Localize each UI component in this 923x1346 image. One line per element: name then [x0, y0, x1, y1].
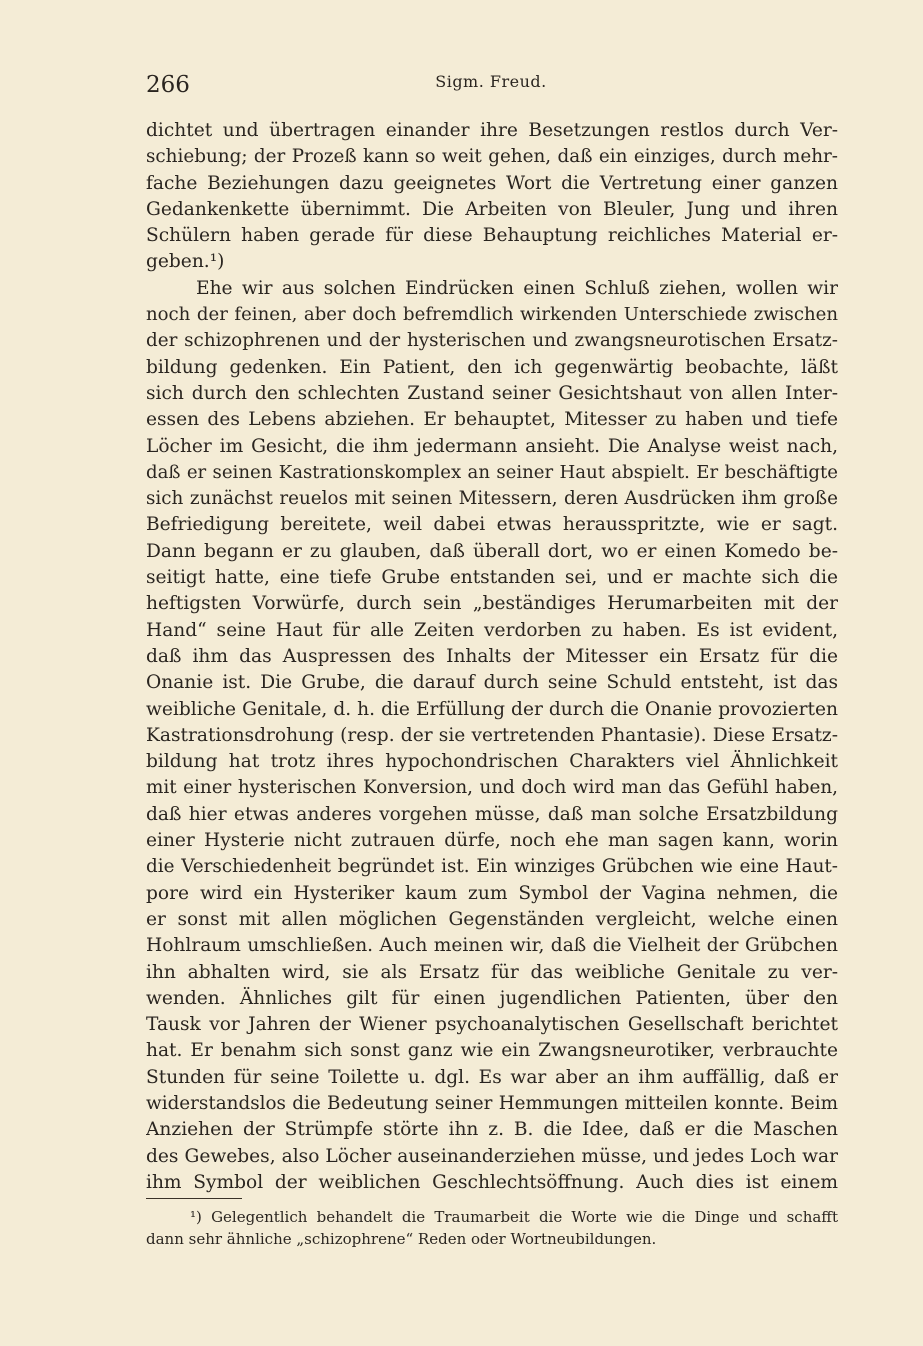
text-line: mit einer hysterischen Konversion, und doch wird man das Gefühl haben, [146, 777, 838, 799]
text-line: essen des Lebens abziehen. Er behauptet, Mitesser zu haben und tiefe [146, 409, 838, 431]
footnote-line: dann sehr ähnliche „schizophrene“ Reden oder Wortneubildungen. [146, 1230, 657, 1248]
text-line: der schizophrenen und der hysterischen und zwangsneurotischen Ersatz- [146, 330, 838, 352]
text-line: seitigt hatte, eine tiefe Grube entstanden sei, und er machte sich die [146, 567, 838, 589]
text-line: sich durch den schlechten Zustand seiner Gesichtshaut von allen Inter- [146, 382, 838, 404]
text-line: fache Beziehungen dazu geeignetes Wort die Vertretung einer ganzen [146, 172, 838, 194]
text-line: sich zunächst reuelos mit seinen Mitessern, deren Ausdrücken ihm große [146, 488, 838, 510]
text-line: noch der feinen, aber doch befremdlich wirkenden Unterschiede zwischen [146, 304, 838, 326]
text-line: pore wird ein Hysteriker kaum zum Symbol der Vagina nehmen, die [146, 882, 838, 904]
footnotes [146, 1206, 838, 1250]
text-line: Anziehen der Strümpfe störte ihn z. B. die Idee, daß er die Maschen [146, 1119, 838, 1141]
text-line: Onanie ist. Die Grube, die darauf durch seine Schuld entsteht, ist das [146, 672, 838, 694]
text-line: Hand“ seine Haut für alle Zeiten verdorben zu haben. Es ist evident, [146, 619, 838, 641]
footnote-divider [146, 1198, 242, 1199]
running-head: Sigm. Freud. [435, 72, 547, 91]
text-line: geben.¹) [146, 251, 225, 273]
text-line: widerstandslos die Bedeutung seiner Hemmungen mitteilen konnte. Beim [146, 1092, 838, 1114]
text-line: des Gewebes, also Löcher auseinanderziehen müsse, und jedes Loch war [146, 1145, 838, 1167]
text-line: daß er seinen Kastrationskomplex an seiner Haut abspielt. Er beschäftigte [146, 461, 838, 483]
text-line: die Verschiedenheit begründet ist. Ein winziges Grübchen wie eine Haut- [146, 856, 838, 878]
text-line: wenden. Ähnliches gilt für einen jugendlichen Patienten, über den [146, 987, 838, 1009]
text-line: dichtet und übertragen einander ihre Besetzungen restlos durch Ver- [146, 120, 838, 141]
text-line: einer Hysterie nicht zutrauen dürfe, noch ehe man sagen kann, worin [146, 830, 838, 852]
page-header [146, 68, 836, 104]
text-line: Stunden für seine Toilette u. dgl. Es war aber an ihm auffällig, daß er [146, 1066, 838, 1088]
text-line: schiebung; der Prozeß kann so weit gehen, daß ein einziges, durch mehr- [146, 146, 838, 168]
text-line: Ehe wir aus solchen Eindrücken einen Schluß ziehen, wollen wir [196, 277, 838, 299]
text-line: daß ihm das Auspressen des Inhalts der Mitesser ein Ersatz für die [146, 645, 838, 667]
text-line: ihn abhalten wird, sie als Ersatz für das weibliche Genitale zu ver- [146, 961, 838, 983]
text-line: Gedankenkette übernimmt. Die Arbeiten von Bleuler, Jung und ihren [146, 198, 838, 220]
text-line: Kastrationsdrohung (resp. der sie vertretenden Phantasie). Diese Ersatz- [146, 724, 838, 746]
text-line: bildung hat trotz ihres hypochondrischen Charakters viel Ähnlichkeit [146, 751, 838, 773]
text-line: Befriedigung bereitete, weil dabei etwas herausspritzte, wie er sagt. [146, 514, 838, 536]
body-text [146, 118, 838, 1196]
footnote-line: ¹) Gelegentlich behandelt die Traumarbeit die Worte wie die Dinge und schafft [190, 1208, 838, 1226]
text-line: bildung gedenken. Ein Patient, den ich gegenwärtig beobachte, läßt [146, 356, 838, 378]
text-line: Schülern haben gerade für diese Behauptung reichliches Material er- [146, 225, 838, 247]
text-line: daß hier etwas anderes vorgehen müsse, daß man solche Ersatzbildung [146, 803, 838, 825]
page-number: 266 [146, 72, 190, 98]
text-line: Tausk vor Jahren der Wiener psychoanalytischen Gesellschaft berichtet [146, 1014, 838, 1036]
text-line: Hohlraum umschließen. Auch meinen wir, daß die Vielheit der Grübchen [146, 935, 838, 957]
text-line: ihm Symbol der weiblichen Geschlechtsöffnung. Auch dies ist einem [146, 1171, 838, 1193]
text-line: heftigsten Vorwürfe, durch sein „beständiges Herumarbeiten mit der [146, 593, 838, 615]
text-line: hat. Er benahm sich sonst ganz wie ein Zwangsneurotiker, verbrauchte [146, 1040, 838, 1062]
text-line: Löcher im Gesicht, die ihm jedermann ansieht. Die Analyse weist nach, [146, 435, 838, 457]
text-line: weibliche Genitale, d. h. die Erfüllung der durch die Onanie provozierten [146, 698, 838, 720]
text-line: Dann begann er zu glauben, daß überall dort, wo er einen Komedo be- [146, 540, 838, 562]
text-line: er sonst mit allen möglichen Gegenständen vergleicht, welche einen [146, 908, 838, 930]
